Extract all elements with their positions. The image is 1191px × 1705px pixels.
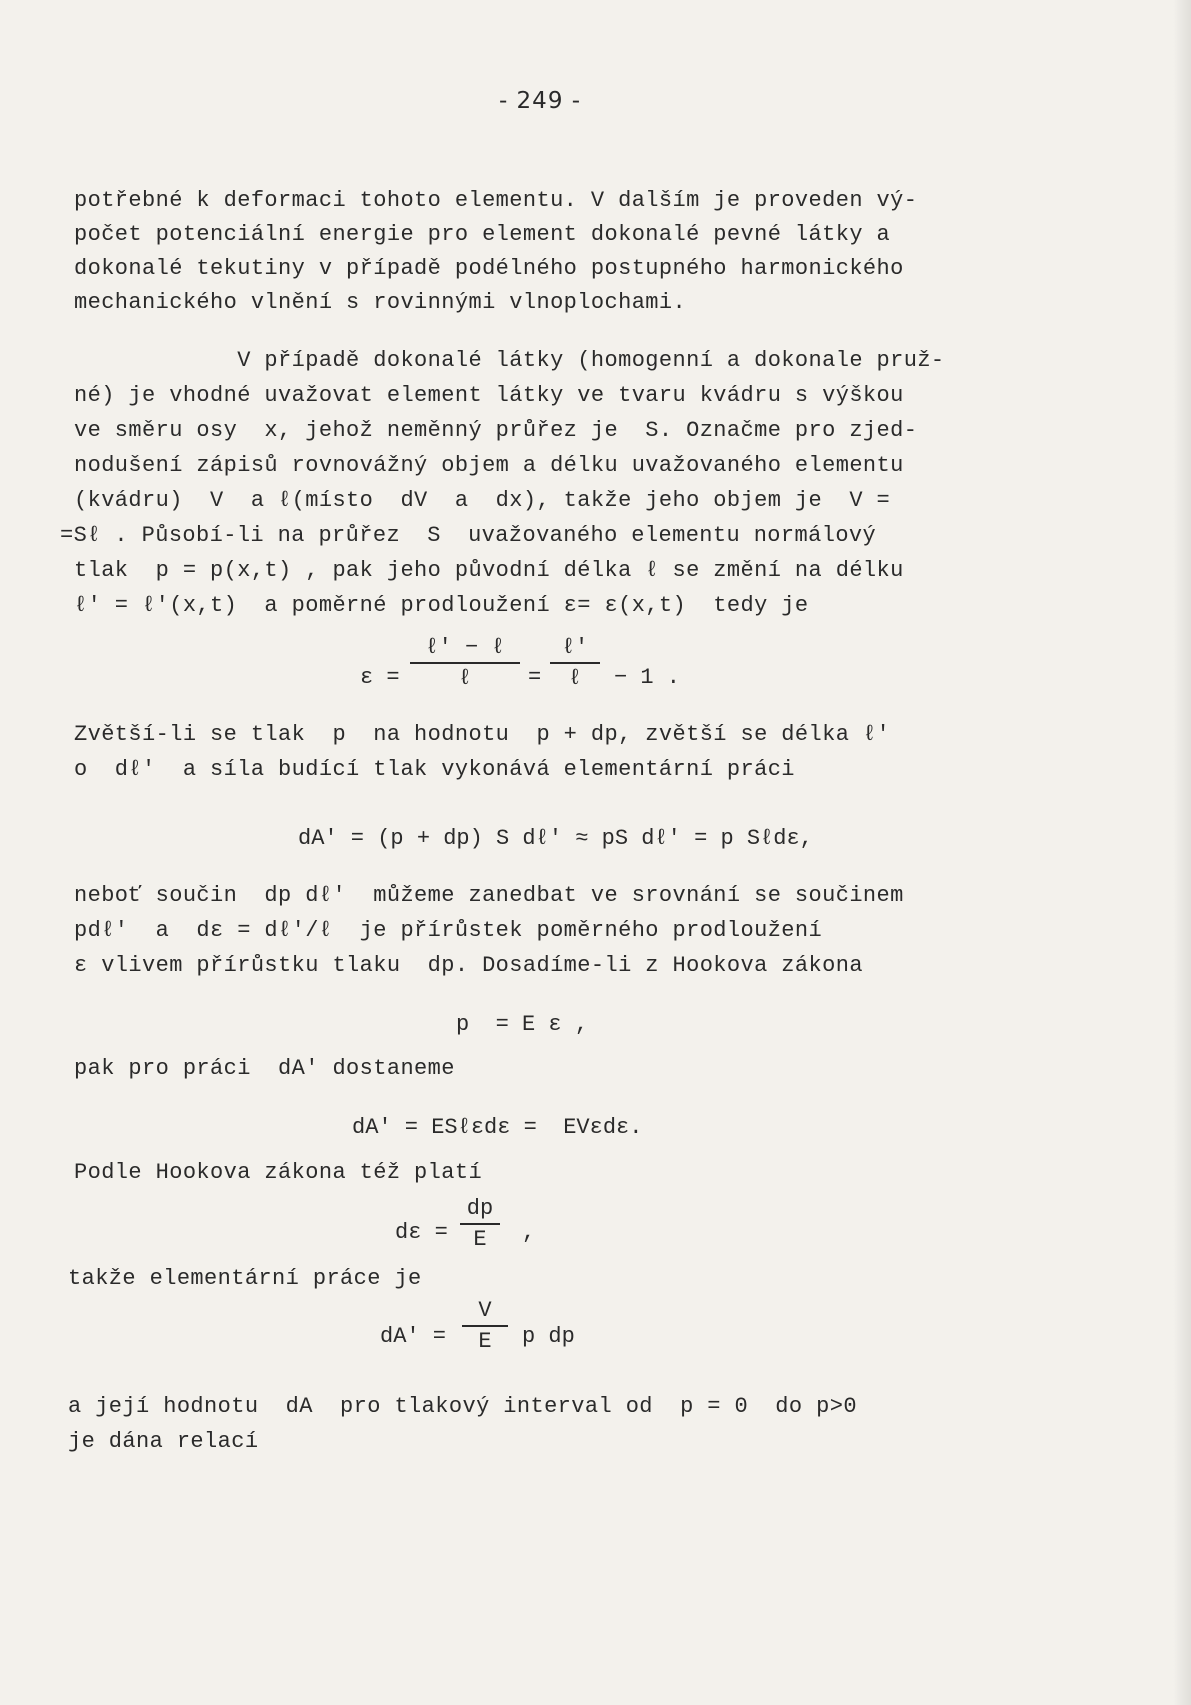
text-line: (kvádru) V a ℓ(místo dV a dx), takže jeho objem je V = xyxy=(74,488,891,513)
eq-tail: − 1 . xyxy=(614,665,681,690)
text-line: =Sℓ . Působí-li na průřez S uvažovaného elementu normálový xyxy=(60,523,877,548)
fraction-bar xyxy=(550,662,600,664)
text-line: Podle Hookova zákona též platí xyxy=(74,1160,483,1185)
text-line: počet potenciální energie pro element dokonalé pevné látky a xyxy=(74,222,891,247)
text-line: pdℓ′ a dε = dℓ′/ℓ je přírůstek poměrného prodloužení xyxy=(74,918,823,943)
eq-fraction xyxy=(460,1196,500,1252)
eq-equals: = xyxy=(528,665,542,690)
eq-denominator: ℓ xyxy=(568,666,582,691)
text-line: ε vlivem přírůstku tlaku dp. Dosadíme-li z Hookova zákona xyxy=(74,953,863,978)
equation-work-energy: dA′ = ESℓεdε = EVεdε. xyxy=(352,1115,643,1140)
text-line: takže elementární práce je xyxy=(68,1266,422,1291)
eq-fraction xyxy=(462,1298,508,1354)
text-line: neboť součin dp dℓ′ můžeme zanedbat ve srovnání se součinem xyxy=(74,883,904,908)
eq-numerator: V xyxy=(478,1298,492,1323)
text-line: o dℓ′ a síla budící tlak vykonává elementární práci xyxy=(74,757,795,782)
equation-work: dA′ = (p + dp) S dℓ′ ≈ pS dℓ′ = p Sℓdε, xyxy=(298,826,813,851)
text-line: V případě dokonalé látky (homogenní a dokonale pruž- xyxy=(74,348,945,373)
eq-lhs: ε = xyxy=(360,665,400,690)
text-line: nodušení zápisů rovnovážný objem a délku uvažovaného elementu xyxy=(74,453,904,478)
eq-tail: p dp xyxy=(522,1324,575,1349)
text-line: Zvětší-li se tlak p na hodnotu p + dp, zvětší se délka ℓ′ xyxy=(74,722,891,747)
eq-tail: , xyxy=(522,1220,536,1245)
eq-denominator: E xyxy=(478,1329,492,1354)
fraction-bar xyxy=(410,662,520,664)
text-line: mechanického vlnění s rovinnými vlnoplochami. xyxy=(74,290,687,315)
text-line: ℓ′ = ℓ′(x,t) a poměrné prodloužení ε= ε(x,t) tedy je xyxy=(74,593,809,618)
text-line: a její hodnotu dA pro tlakový interval od p = 0 do p>0 xyxy=(68,1394,857,1419)
eq-denominator: ℓ xyxy=(458,666,472,691)
eq-numerator: ℓ′ xyxy=(561,635,589,660)
eq-fraction xyxy=(550,635,600,691)
eq-fraction xyxy=(410,635,520,691)
text-line: dokonalé tekutiny v případě podélného postupného harmonického xyxy=(74,256,904,281)
text-line: né) je vhodné uvažovat element látky ve tvaru kvádru s výškou xyxy=(74,383,904,408)
eq-lhs: dε = xyxy=(395,1220,448,1245)
page-number: - 249 - xyxy=(498,88,582,114)
eq-denominator: E xyxy=(473,1227,487,1252)
fraction-bar xyxy=(460,1223,500,1225)
text-line: je dána relací xyxy=(68,1429,259,1454)
text-line: pak pro práci dA′ dostaneme xyxy=(74,1056,455,1081)
eq-numerator: dp xyxy=(466,1196,494,1221)
eq-lhs: dA′ = xyxy=(380,1324,447,1349)
text-line: potřebné k deformaci tohoto elementu. V dalším je proveden vý- xyxy=(74,188,918,213)
page-edge-shadow xyxy=(1173,0,1191,1705)
text-line: tlak p = p(x,t) , pak jeho původní délka ℓ se změní na délku xyxy=(74,558,904,583)
equation-hooke: p = E ε , xyxy=(456,1012,589,1037)
eq-numerator: ℓ′ − ℓ xyxy=(425,635,505,660)
text-line: ve směru osy x, jehož neměnný průřez je S. Označme pro zjed- xyxy=(74,418,918,443)
fraction-bar xyxy=(462,1325,508,1327)
